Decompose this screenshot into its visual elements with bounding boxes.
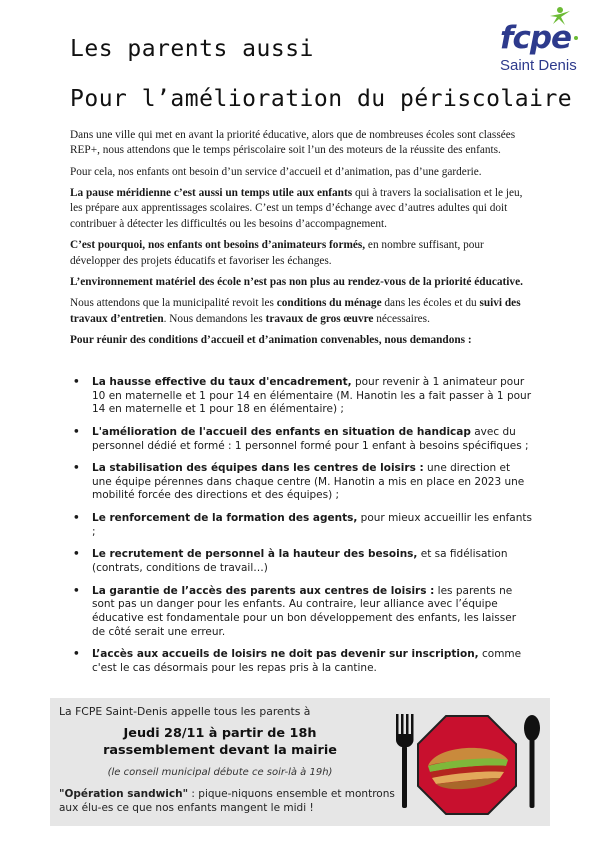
emphasis: La pause méridienne c’est aussi un temps utile aux enfants	[70, 187, 353, 200]
bullet-icon: •	[73, 425, 80, 438]
list-item: • La garantie de l’accès des parents aux centres de loisirs : les parents ne sont pas un danger pour les enfants. Au contraire, leur alliance avec l’équipe éducative est fondamentale pour un bon développement des enfants, les laisser de côté serait une erreur.	[73, 584, 517, 638]
bullet-icon: •	[73, 584, 80, 597]
list-item: • La stabilisation des équipes dans les centres de loisirs : une direction et une équipe pérennes dans chaque centre (M. Hanotin a mis en place en 2023 une mobilité forcée des directions et des équipes) ;	[73, 462, 525, 502]
bullet-icon: •	[73, 548, 80, 561]
spoon-icon	[524, 715, 540, 808]
list-item: • Le recrutement de personnel à la hauteur des besoins, et sa fidélisation (contrats, conditions de travail…)	[73, 548, 508, 575]
list-item: • L’accès aux accueils de loisirs ne doit pas devenir sur inscription, comme c'est le cas désormais pour les repas pris à la cantine.	[73, 648, 522, 674]
intro-paragraph-7	[70, 333, 531, 348]
page-title-line1: Les parents aussi	[70, 36, 314, 62]
list-item: • Le renforcement de la formation des agents, pour mieux accueillir les enfants ;	[73, 512, 532, 538]
bullet-icon: •	[73, 462, 80, 475]
logo-dot	[574, 36, 578, 40]
operation-sandwich-text: "Opération sandwich" : pique-niquons ensemble et montrons aux élu-es ce que nos enfants mangent le midi !	[59, 788, 395, 814]
event-note: (le conseil municipal débute ce soir-là à 19h)	[107, 767, 333, 778]
logo-wordmark: fcpe	[500, 20, 572, 56]
bullet-icon: •	[73, 512, 80, 525]
fcpe-logo	[494, 6, 594, 82]
event-date: Jeudi 28/11 à partir de 18h	[123, 726, 317, 741]
list-item: • L'amélioration de l'accueil des enfants en situation de handicap avec du personnel dédié et formé : 1 personnel formé pour 1 enfant à besoins spécifiques ;	[73, 425, 529, 452]
emphasis: C’est pourquoi, nos enfants ont besoins d’animateurs formés,	[70, 239, 366, 252]
intro-paragraph-1: Dans une ville qui met en avant la priorité éducative, alors que de nombreuses écoles sont classées REP+, nous attendons que le temps périscolaire soit l’un des moteurs de la réussite des enfants.	[70, 129, 516, 157]
intro-paragraph-3: La pause méridienne c’est aussi un temps utile aux enfants qui à travers la socialisation et le jeu, les prépare aux apprentissages scolaires. C’est un temps d’échange avec d’autres adultes qui doit contribuer à détecter les difficultés ou les besoins d’accompagnement.	[70, 187, 523, 230]
intro-paragraph-6: Nous attendons que la municipalité revoit les conditions du ménage dans les écoles et du suivi des travaux d’entretien. Nous demandons les travaux de gros œuvre nécessaires.	[70, 297, 521, 325]
list-item: • La hausse effective du taux d'encadrement, pour revenir à 1 animateur pour 10 en maternelle et 1 pour 14 en élémentaire (M. Hanotin les a fait passer à 1 pour 14 en maternelle et 1 pour 18 en élémentaire) ;	[73, 376, 532, 416]
intro-paragraph-5	[70, 275, 531, 290]
logo-figure-icon	[548, 6, 572, 26]
banner-intro: La FCPE Saint-Denis appelle tous les parents à	[59, 705, 311, 718]
demands-list	[70, 376, 532, 685]
emphasis: Pour réunir des conditions d’accueil et d’animation convenables, nous demandons :	[70, 333, 472, 346]
logo-subtitle: Saint Denis	[500, 57, 577, 74]
stop-sandwich-illustration	[388, 708, 546, 820]
fork-icon	[396, 714, 414, 808]
event-location: rassemblement devant la mairie	[103, 743, 337, 758]
bullet-icon: •	[73, 376, 80, 388]
event-banner	[50, 698, 550, 826]
intro-paragraph-4: C’est pourquoi, nos enfants ont besoins d’animateurs formés, en nombre suffisant, pour développer des projets éducatifs et favoriser les échanges.	[70, 239, 484, 267]
intro-text	[70, 128, 531, 354]
bullet-icon: •	[73, 648, 80, 661]
intro-paragraph-2: Pour cela, nos enfants ont besoin d’un service d’accueil et d’animation, pas d’une garderie.	[70, 165, 482, 178]
emphasis: L’environnement matériel des école n’est pas non plus au rendez-vous de la priorité éducative.	[70, 275, 523, 288]
page-title-line2: Pour l’amélioration du périscolaire	[70, 86, 573, 112]
